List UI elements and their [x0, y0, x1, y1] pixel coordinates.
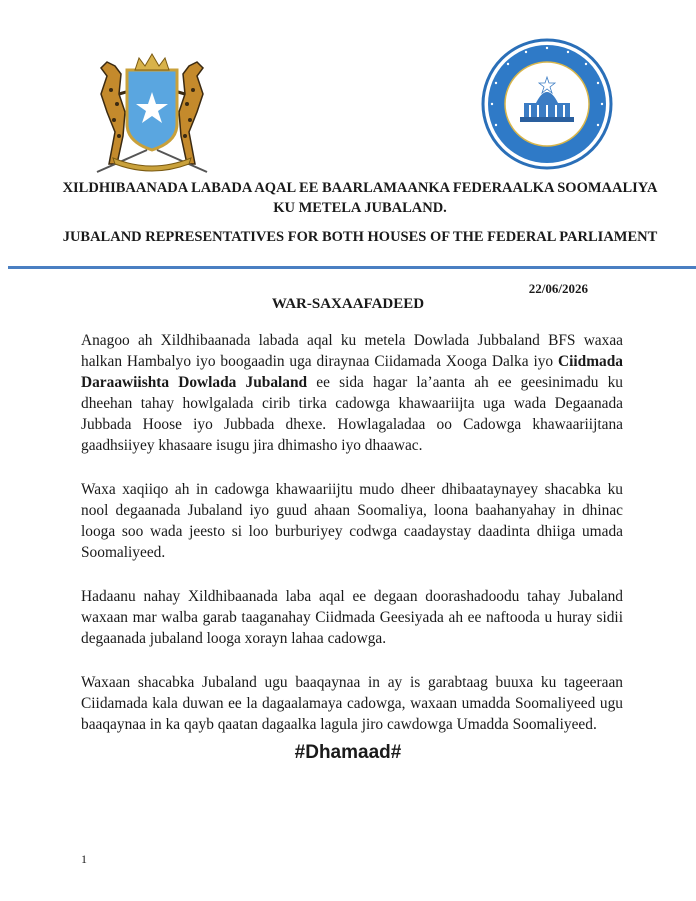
header-divider [8, 266, 696, 269]
document-date: 22/06/2026 [528, 281, 588, 296]
paragraph-3: Hadaanu nahay Xildhibaanada laba aqal ee degaan doorashadoodu tahay Jubaland waxaan mar walba garab taaganahay Ciidmada Geesiyada ah ee naftooda u huray sidii degaanada jubaland looga xorayn lahaa cadowga. [81, 588, 623, 647]
paragraph-2: Waxa xaqiiqo ah in cadowga khawaariijtu mudo dheer dhibaataynayey shacabka ku nool degaanada Jubaland iyo guud ahaan Soomaliya, loona baahanyahay in dhinac looga soo wada jeesto si loo burburiyey codwga caadaystay daadinta dhiiga umada Soomaliyeed. [81, 481, 623, 561]
press-release-body [81, 330, 623, 758]
heading-english: JUBALAND REPRESENTATIVES FOR BOTH HOUSES OF THE FEDERAL PARLIAMENT [62, 229, 658, 245]
crown-icon [135, 54, 169, 70]
coat-of-arms-logo [77, 46, 227, 176]
heading-somali: XILDHIBAANADA LABADA AQAL EE BAARLAMAANKA FEDERAALKA SOOMAALIYA KU METELA JUBALAND. [62, 180, 658, 216]
end-mark: #Dhamaad# [294, 742, 402, 763]
paragraph-1-highlight: Ciidmada Daraawiishta Dowlada Jubaland [81, 353, 623, 391]
shield-icon [127, 70, 177, 150]
press-release-title: WAR-SAXAAFADEED [271, 296, 425, 312]
paragraph-1-intro: Anagoo ah Xildhibaanada labada aqal ku metela Dowlada Jubbaland BFS waxaa halkan Hambalyo iyo boogaadin uga diraynaa Ciidamada Xooga Dalka iyo [81, 332, 623, 370]
paragraph-4: Waxaan shacabka Jubaland ugu baaqaynaa in ay is garabtaag buuxa ku tageeraan Ciidamada kala duwan ee la dagaalamaya cadowga, waxaan umadda Soomaliyeed ugu baaqaynaa in ka qayb qaatan dagaalka lagula jiro cawdowga Umadda Soomaliyeed. [81, 674, 623, 733]
paragraph-1 [81, 330, 623, 456]
upper-house-seal-logo [480, 37, 614, 171]
paragraph-1-rest: ee sida hagar la’aanta ah ee geesinimadu ku dheehan tahay howlgalada cirib tirka cadowga khawaariijta uga wada Degaanada Jubbada Hoose iyo Jubbada dhexe. Howlagaladaa oo Cadowga khawaariijtana gaadhsiiyey khasaare isugu jira dhimasho iyo dhaawac. [81, 374, 624, 454]
page-number: 1 [81, 852, 87, 866]
